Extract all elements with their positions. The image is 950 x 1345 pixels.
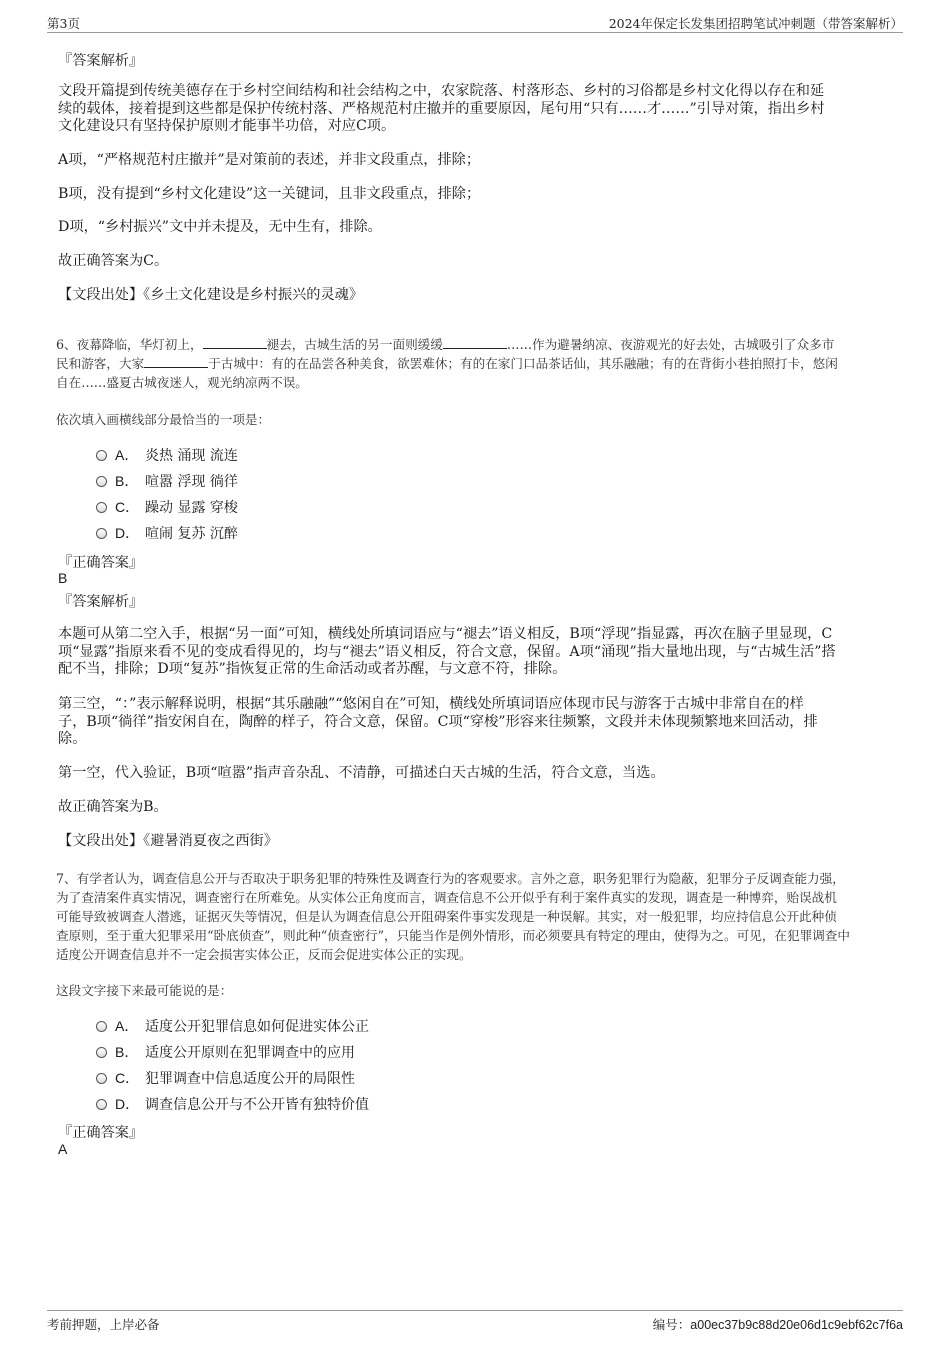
- blank-3: [144, 355, 208, 368]
- analysis-paragraph: [58, 696, 818, 749]
- radio-icon[interactable]: [96, 476, 107, 487]
- blank-2: [443, 336, 507, 349]
- text-line: 子，B项“徜徉”指安闲自在，陶醉的样子，符合文意，保留。C项“穿梭”形容来往频繁，文段并未体现频繁地来回活动，排: [58, 713, 818, 730]
- blank-1: [203, 336, 267, 349]
- option-b[interactable]: B． 喧嚣 浮现 徜徉: [96, 471, 238, 491]
- stem-line: 6、夜幕降临，华灯初上， 褪去，古城生活的另一面则缓缓 ……作为避暑纳凉、夜游观光的好去处，古城吸引了众多市: [56, 337, 835, 352]
- option-d[interactable]: D． 喧闹 复苏 沉醉: [96, 523, 238, 543]
- text-line: 第三空，“：”表示解释说明，根据“其乐融融”“悠闲自在”可知，横线处所填词语应体现市民与游客于古城中非常自在的样: [58, 696, 804, 712]
- question-prompt: 依次填入画横线部分最恰当的一项是：: [56, 412, 271, 427]
- analysis-label: 『答案解析』: [58, 53, 144, 69]
- text-line: 文化建设只有坚持保护原则才能事半功倍，对应C项。: [58, 118, 396, 134]
- radio-icon[interactable]: [96, 1021, 107, 1032]
- option-b[interactable]: B． 适度公开原则在犯罪调查中的应用: [96, 1042, 355, 1062]
- question-stem: [56, 869, 850, 964]
- option-d[interactable]: D． 调查信息公开与不公开皆有独特价值: [96, 1094, 369, 1114]
- correct-answer-label: 『正确答案』: [58, 555, 144, 571]
- text-line: 续的载体，接着提到这些都是保护传统村落、严格规范村庄撤并的重要原因，尾句用“只有……才……”引导对策，指出乡村: [58, 100, 825, 117]
- stem-line: 可能导致被调查人潜逃，证据灭失等情况，但是认为调查信息公开阻碍案件事实发现是一种误解。其实，对一般犯罪，均应持信息公开此种侦: [56, 909, 837, 924]
- option-b-analysis: B项，没有提到“乡村文化建设”这一关键词，且非文段重点，排除；: [58, 186, 481, 202]
- radio-icon[interactable]: [96, 450, 107, 461]
- page-number: 第3页: [47, 16, 80, 31]
- option-c[interactable]: C． 躁动 显露 穿梭: [96, 497, 238, 517]
- correct-answer-label: 『正确答案』: [58, 1125, 144, 1141]
- analysis-paragraph: [58, 626, 836, 679]
- conclusion: 故正确答案为B。: [58, 799, 168, 815]
- stem-line: 自在……盛夏古城夜迷人，观光纳凉两不误。: [56, 375, 308, 390]
- conclusion: 故正确答案为C。: [58, 253, 169, 269]
- stem-line: 适度公开调查信息并不一定会损害实体公正，反而会促进实体公正的实现。: [56, 947, 472, 962]
- document-code: 编号：a00ec37b9c88d20e06d1c9ebf62c7f6a: [652, 1317, 903, 1332]
- correct-answer: A: [58, 1141, 68, 1157]
- text-line: 配不当，排除；D项“复苏”指恢复正常的生命活动或者苏醒，与文意不符，排除。: [58, 661, 567, 677]
- source-citation: 【文段出处】《避暑消夏夜之西街》: [58, 833, 278, 849]
- option-a[interactable]: A． 适度公开犯罪信息如何促进实体公正: [96, 1016, 369, 1036]
- correct-answer: B: [58, 570, 68, 586]
- page-header: [47, 12, 903, 33]
- radio-icon[interactable]: [96, 528, 107, 539]
- question-prompt: 这段文字接下来最可能说的是：: [56, 983, 233, 998]
- option-c[interactable]: C． 犯罪调查中信息适度公开的局限性: [96, 1068, 355, 1088]
- radio-icon[interactable]: [96, 1099, 107, 1110]
- question-stem: [56, 335, 838, 392]
- analysis-label: 『答案解析』: [58, 594, 144, 610]
- text-line: 文段开篇提到传统美德存在于乡村空间结构和社会结构之中，农家院落、村落形态、乡村的习俗都是乡村文化得以存在和延: [58, 83, 825, 99]
- option-d-analysis: D项，“乡村振兴”文中并未提及，无中生有，排除。: [58, 219, 382, 235]
- option-a[interactable]: A． 炎热 涌现 流连: [96, 445, 238, 465]
- footer-slogan: 考前押题，上岸必备: [47, 1317, 160, 1332]
- radio-icon[interactable]: [96, 1073, 107, 1084]
- source-citation: 【文段出处】《乡土文化建设是乡村振兴的灵魂》: [58, 287, 364, 303]
- document-title: 2024年保定长发集团招聘笔试冲刺题（带答案解析）: [608, 16, 903, 31]
- stem-line: 查原则，至于重大犯罪采用“卧底侦查”，则此种“侦查密行”，只能当作是例外情形，而必须要具有特定的理由，使得为之。可见，在犯罪调查中: [56, 928, 850, 943]
- radio-icon[interactable]: [96, 502, 107, 513]
- stem-line: 民和游客，大家 于古城中：有的在品尝各种美食，欲罢难休；有的在家门口品茶话仙，其乐融融；有的在背街小巷拍照打卡，悠闲: [56, 356, 838, 371]
- text-line: 除。: [58, 731, 87, 747]
- option-a-analysis: A项，“严格规范村庄撤并”是对策前的表述，并非文段重点，排除；: [58, 152, 481, 168]
- radio-icon[interactable]: [96, 1047, 107, 1058]
- page-footer: [47, 1310, 903, 1333]
- stem-line: 为了查清案件真实情况，调查密行在所难免。从实体公正角度而言，调查信息不公开似乎有利于案件真实的发现，调查是一种博弈，贻误战机: [56, 890, 837, 905]
- stem-line: 7、有学者认为，调查信息公开与否取决于职务犯罪的特殊性及调查行为的客观要求。言外之意，职务犯罪行为隐蔽，犯罪分子反调查能力强，: [56, 871, 845, 886]
- analysis-paragraph: [58, 83, 824, 136]
- analysis-paragraph: 第一空，代入验证，B项“喧嚣”指声音杂乱、不清静，可描述白天古城的生活，符合文意，当选。: [58, 765, 665, 781]
- text-line: 本题可从第二空入手，根据“另一面”可知，横线处所填词语应与“褪去”语义相反，B项“浮现”指显露，再次在脑子里显现，C: [58, 626, 833, 642]
- text-line: 项“显露”指原来看不见的变成看得见的，均与“褪去”语义相反，符合文意，保留。A项“涌现”指大量地出现，与“古城生活”搭: [58, 643, 836, 660]
